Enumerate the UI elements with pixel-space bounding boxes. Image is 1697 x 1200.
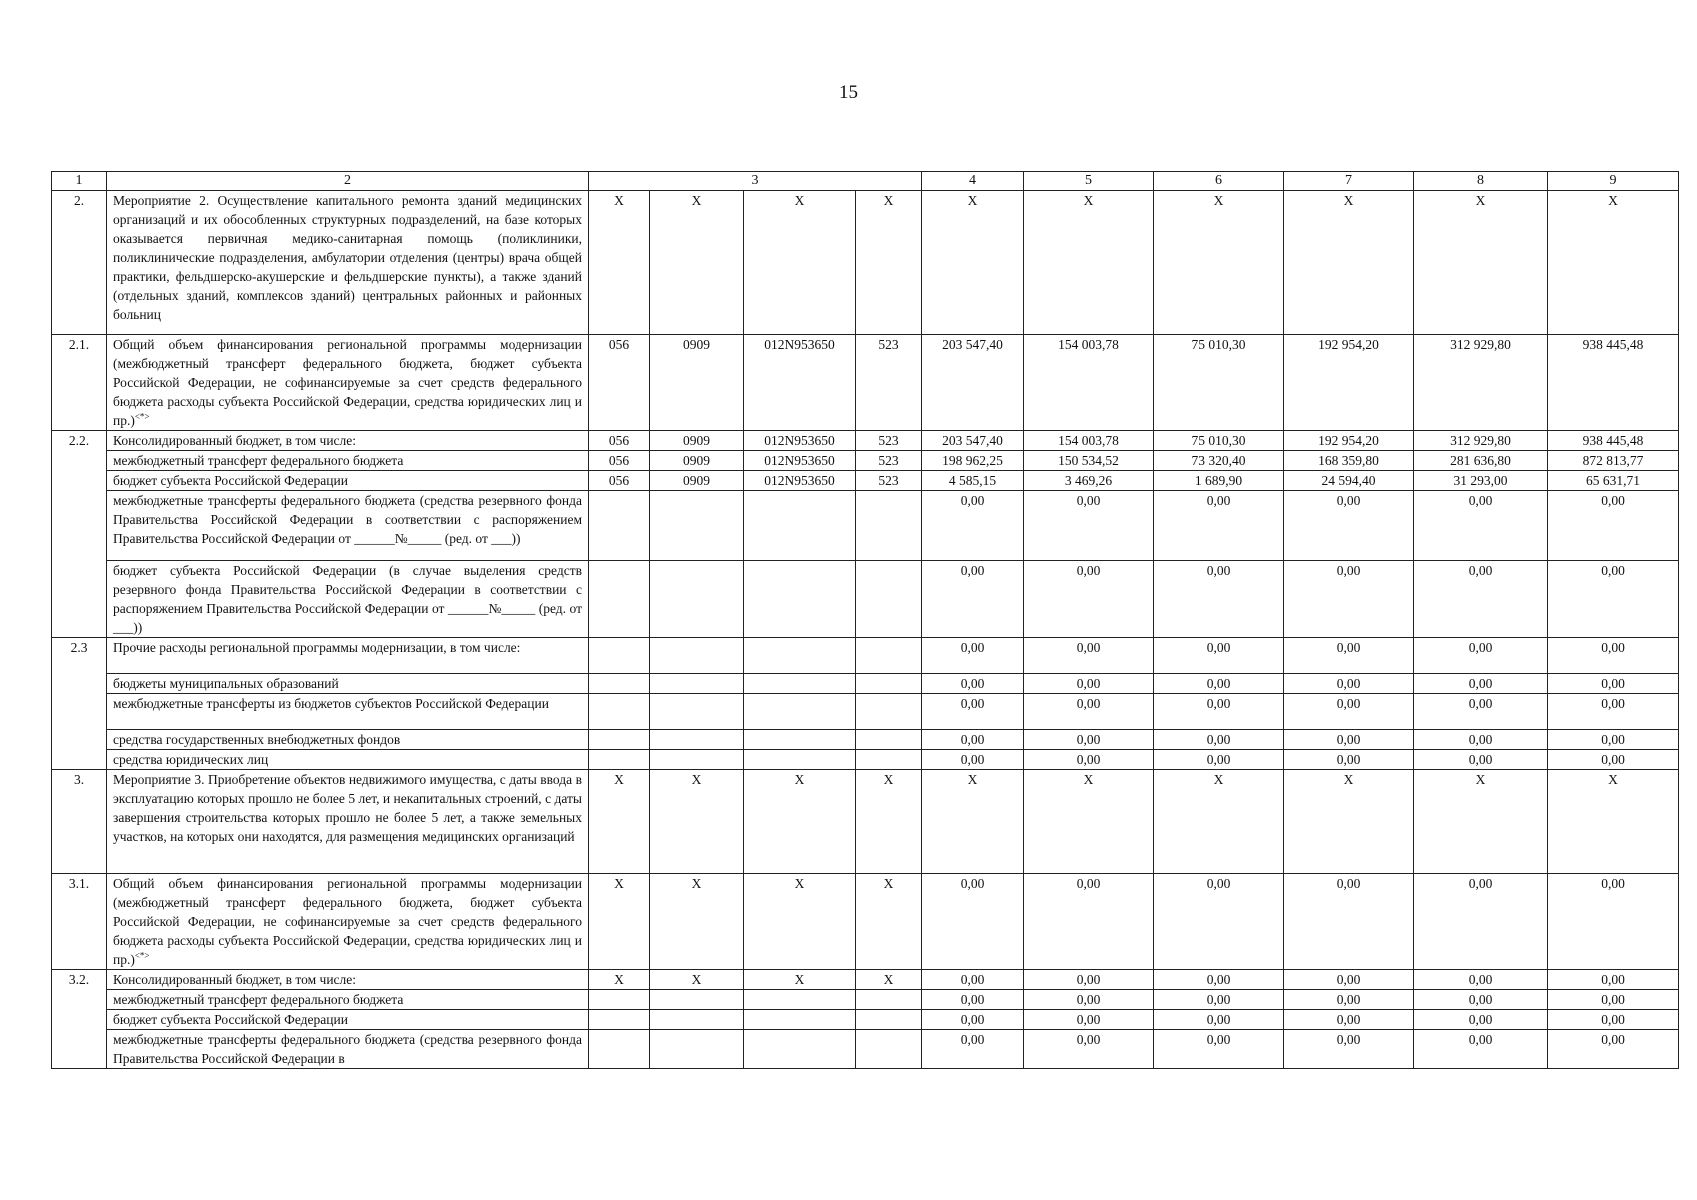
value-cell: Х <box>1284 770 1414 874</box>
code-cell: Х <box>856 770 922 874</box>
table-row <box>52 1010 1679 1030</box>
code-cell <box>589 694 650 730</box>
value-cell: 0,00 <box>1024 970 1154 990</box>
code-cell: Х <box>744 874 856 970</box>
value-cell: 192 954,20 <box>1284 335 1414 431</box>
value-cell: 0,00 <box>1548 730 1679 750</box>
row-number: 3. <box>52 770 107 874</box>
table-row <box>52 750 1679 770</box>
row-description <box>107 674 589 694</box>
code-cell <box>856 1030 922 1069</box>
value-cell: 0,00 <box>1548 491 1679 561</box>
table-row <box>52 1030 1679 1069</box>
value-cell: 872 813,77 <box>1548 451 1679 471</box>
description-text: Общий объем финансирования региональной программы модернизации (межбюджетный трансферт федерального бюджета, бюджет субъекта Российской Федерации, не софинансируемые за счет средств федерального бюджета расходы субъекта Российской Федерации, средства юридических лиц и пр.) <box>113 337 582 428</box>
code-cell <box>744 730 856 750</box>
value-cell: 0,00 <box>1284 561 1414 638</box>
row-number: 3.2. <box>52 970 107 1069</box>
value-cell: 0,00 <box>1548 1030 1679 1069</box>
value-cell: 154 003,78 <box>1024 431 1154 451</box>
row-description <box>107 970 589 990</box>
row-number: 2.1. <box>52 335 107 431</box>
value-cell: 0,00 <box>1154 638 1284 674</box>
value-cell: 0,00 <box>1548 990 1679 1010</box>
value-cell: 0,00 <box>1154 674 1284 694</box>
code-cell <box>589 561 650 638</box>
value-cell: 0,00 <box>1414 1030 1548 1069</box>
row-number: 3.1. <box>52 874 107 970</box>
row-description <box>107 990 589 1010</box>
code-cell: 0909 <box>650 335 744 431</box>
value-cell: 0,00 <box>922 694 1024 730</box>
row-number: 2. <box>52 191 107 335</box>
code-cell <box>589 1030 650 1069</box>
code-cell <box>650 730 744 750</box>
value-cell: Х <box>1024 191 1154 335</box>
value-cell: 0,00 <box>922 1030 1024 1069</box>
code-cell: Х <box>650 970 744 990</box>
code-cell <box>744 561 856 638</box>
value-cell: Х <box>1024 770 1154 874</box>
table-row <box>52 990 1679 1010</box>
row-description <box>107 431 589 451</box>
row-description <box>107 874 589 970</box>
code-cell: 012N953650 <box>744 335 856 431</box>
table-row <box>52 471 1679 491</box>
value-cell: 0,00 <box>1024 561 1154 638</box>
value-cell: 4 585,15 <box>922 471 1024 491</box>
code-cell <box>856 694 922 730</box>
table-row <box>52 730 1679 750</box>
table-body <box>52 191 1679 1069</box>
table-row <box>52 638 1679 674</box>
value-cell: 0,00 <box>1414 750 1548 770</box>
code-cell: 056 <box>589 471 650 491</box>
value-cell: 0,00 <box>1548 561 1679 638</box>
value-cell: Х <box>1284 191 1414 335</box>
code-cell: Х <box>589 770 650 874</box>
table-row <box>52 694 1679 730</box>
value-cell: 3 469,26 <box>1024 471 1154 491</box>
value-cell: 0,00 <box>1284 638 1414 674</box>
code-cell <box>589 730 650 750</box>
code-cell: 0909 <box>650 451 744 471</box>
value-cell: 0,00 <box>1024 874 1154 970</box>
code-cell <box>589 674 650 694</box>
description-text: Общий объем финансирования региональной программы модернизации (межбюджетный трансферт федерального бюджета, бюджет субъекта Российской Федерации, не софинансируемые за счет средств федерального бюджета расходы субъекта Российской Федерации, средства юридических лиц и пр.) <box>113 876 582 967</box>
code-cell <box>650 694 744 730</box>
column-header: 9 <box>1548 172 1679 191</box>
row-description <box>107 335 589 431</box>
value-cell: Х <box>1548 191 1679 335</box>
value-cell: 0,00 <box>1548 694 1679 730</box>
code-cell <box>650 990 744 1010</box>
value-cell: 154 003,78 <box>1024 335 1154 431</box>
row-description <box>107 730 589 750</box>
code-cell <box>589 638 650 674</box>
column-header: 6 <box>1154 172 1284 191</box>
value-cell: 0,00 <box>922 1010 1024 1030</box>
value-cell: 281 636,80 <box>1414 451 1548 471</box>
value-cell: 0,00 <box>1024 694 1154 730</box>
value-cell: 203 547,40 <box>922 335 1024 431</box>
description-text: межбюджетные трансферты из бюджетов субъектов Российской Федерации <box>113 696 549 711</box>
table-row <box>52 335 1679 431</box>
value-cell: 0,00 <box>1154 730 1284 750</box>
row-description <box>107 451 589 471</box>
code-cell: Х <box>650 874 744 970</box>
description-text: межбюджетный трансферт федерального бюджета <box>113 453 404 468</box>
value-cell: Х <box>1414 770 1548 874</box>
row-description <box>107 750 589 770</box>
code-cell <box>650 1030 744 1069</box>
value-cell: 0,00 <box>1154 561 1284 638</box>
code-cell <box>650 561 744 638</box>
value-cell: 0,00 <box>1548 674 1679 694</box>
code-cell <box>650 638 744 674</box>
code-cell: Х <box>650 191 744 335</box>
value-cell: 0,00 <box>1414 990 1548 1010</box>
value-cell: 0,00 <box>1284 990 1414 1010</box>
value-cell: 0,00 <box>1024 1030 1154 1069</box>
code-cell <box>589 1010 650 1030</box>
code-cell <box>856 750 922 770</box>
value-cell: 0,00 <box>1414 730 1548 750</box>
value-cell: Х <box>1548 770 1679 874</box>
value-cell: 0,00 <box>1284 674 1414 694</box>
column-header: 5 <box>1024 172 1154 191</box>
value-cell: 0,00 <box>1414 970 1548 990</box>
column-header: 3 <box>589 172 922 191</box>
value-cell: 0,00 <box>1024 638 1154 674</box>
value-cell: 0,00 <box>1284 491 1414 561</box>
code-cell: Х <box>650 770 744 874</box>
value-cell: 0,00 <box>1414 561 1548 638</box>
table-row <box>52 191 1679 335</box>
value-cell: 0,00 <box>1024 1010 1154 1030</box>
code-cell <box>744 491 856 561</box>
value-cell: 0,00 <box>1414 1010 1548 1030</box>
value-cell: 0,00 <box>1414 638 1548 674</box>
row-description <box>107 1010 589 1030</box>
value-cell: 0,00 <box>1414 491 1548 561</box>
value-cell: 0,00 <box>1548 970 1679 990</box>
table-row <box>52 874 1679 970</box>
code-cell: 523 <box>856 451 922 471</box>
value-cell: 0,00 <box>922 561 1024 638</box>
code-cell: Х <box>744 970 856 990</box>
code-cell <box>589 750 650 770</box>
code-cell: Х <box>589 874 650 970</box>
row-description <box>107 191 589 335</box>
row-description <box>107 770 589 874</box>
column-header: 8 <box>1414 172 1548 191</box>
value-cell: Х <box>1414 191 1548 335</box>
code-cell <box>744 694 856 730</box>
value-cell: 0,00 <box>1414 694 1548 730</box>
code-cell <box>856 491 922 561</box>
row-description <box>107 638 589 674</box>
table-row <box>52 431 1679 451</box>
code-cell <box>744 1010 856 1030</box>
value-cell: 0,00 <box>922 491 1024 561</box>
description-text: бюджеты муниципальных образований <box>113 676 339 691</box>
code-cell <box>856 1010 922 1030</box>
code-cell: 056 <box>589 335 650 431</box>
page-number: 15 <box>839 82 858 103</box>
value-cell: 0,00 <box>922 970 1024 990</box>
code-cell: 056 <box>589 451 650 471</box>
value-cell: 168 359,80 <box>1284 451 1414 471</box>
value-cell: 0,00 <box>922 990 1024 1010</box>
code-cell: 0909 <box>650 471 744 491</box>
value-cell: 312 929,80 <box>1414 335 1548 431</box>
value-cell: 31 293,00 <box>1414 471 1548 491</box>
table-row <box>52 770 1679 874</box>
code-cell: 523 <box>856 431 922 451</box>
column-header: 7 <box>1284 172 1414 191</box>
code-cell <box>856 561 922 638</box>
code-cell: Х <box>589 970 650 990</box>
value-cell: 203 547,40 <box>922 431 1024 451</box>
value-cell: 0,00 <box>1548 1010 1679 1030</box>
value-cell: 0,00 <box>1154 1010 1284 1030</box>
description-text: Консолидированный бюджет, в том числе: <box>113 433 357 448</box>
value-cell: 24 594,40 <box>1284 471 1414 491</box>
value-cell: 0,00 <box>922 674 1024 694</box>
value-cell: 65 631,71 <box>1548 471 1679 491</box>
budget-table <box>51 171 1679 1069</box>
value-cell: 0,00 <box>1548 874 1679 970</box>
description-text: межбюджетные трансферты федерального бюджета (средства резервного фонда Правительства Российской Федерации в соответствии с распоряжением Правительства Российской Федерации от ______№_____ (ред. от ___)) <box>113 493 582 546</box>
value-cell: 192 954,20 <box>1284 431 1414 451</box>
value-cell: 0,00 <box>1024 491 1154 561</box>
value-cell: 0,00 <box>1284 750 1414 770</box>
description-text: бюджет субъекта Российской Федерации <box>113 473 348 488</box>
value-cell: 0,00 <box>1284 694 1414 730</box>
code-cell <box>856 990 922 1010</box>
value-cell: Х <box>1154 770 1284 874</box>
value-cell: 0,00 <box>1024 990 1154 1010</box>
value-cell: 0,00 <box>1154 990 1284 1010</box>
value-cell: 0,00 <box>1284 970 1414 990</box>
code-cell: Х <box>744 770 856 874</box>
value-cell: 0,00 <box>1154 874 1284 970</box>
code-cell <box>856 730 922 750</box>
code-cell: 012N953650 <box>744 431 856 451</box>
code-cell <box>744 638 856 674</box>
value-cell: 0,00 <box>1154 970 1284 990</box>
code-cell: Х <box>856 191 922 335</box>
code-cell <box>744 674 856 694</box>
value-cell: 0,00 <box>1024 730 1154 750</box>
code-cell: 523 <box>856 471 922 491</box>
description-text: Консолидированный бюджет, в том числе: <box>113 972 357 987</box>
description-text: бюджет субъекта Российской Федерации (в случае выделения средств резервного фонда Правительства Российской Федерации в соответствии с распоряжением Правительства Российской Федерации от ______№_____ (ред. от ___)) <box>113 563 582 635</box>
code-cell <box>856 638 922 674</box>
row-number: 2.3 <box>52 638 107 770</box>
table-row <box>52 970 1679 990</box>
value-cell: 0,00 <box>922 750 1024 770</box>
code-cell <box>589 491 650 561</box>
value-cell: 1 689,90 <box>1154 471 1284 491</box>
value-cell: 0,00 <box>1284 1010 1414 1030</box>
footnote-marker: <*> <box>134 950 150 961</box>
value-cell: Х <box>922 191 1024 335</box>
value-cell: 0,00 <box>922 874 1024 970</box>
value-cell: 0,00 <box>1154 491 1284 561</box>
code-cell <box>650 674 744 694</box>
value-cell: 0,00 <box>1154 1030 1284 1069</box>
table-row <box>52 451 1679 471</box>
column-header: 4 <box>922 172 1024 191</box>
code-cell <box>744 990 856 1010</box>
code-cell <box>744 1030 856 1069</box>
value-cell: 0,00 <box>922 730 1024 750</box>
value-cell: 73 320,40 <box>1154 451 1284 471</box>
row-description <box>107 491 589 561</box>
code-cell <box>856 674 922 694</box>
column-header: 1 <box>52 172 107 191</box>
value-cell: 312 929,80 <box>1414 431 1548 451</box>
code-cell <box>650 1010 744 1030</box>
code-cell: 056 <box>589 431 650 451</box>
value-cell: 0,00 <box>1024 674 1154 694</box>
code-cell: 0909 <box>650 431 744 451</box>
description-text: Мероприятие 3. Приобретение объектов недвижимого имущества, с даты ввода в эксплуатацию которых прошло не более 5 лет, и некапитальных строений, с даты завершения строительства которых прошло не более 5 лет, а также земельных участков, на которых они находятся, для размещения медицинских организаций <box>113 772 582 844</box>
code-cell: Х <box>589 191 650 335</box>
description-text: средства государственных внебюджетных фондов <box>113 732 401 747</box>
value-cell: 0,00 <box>1154 694 1284 730</box>
row-number: 2.2. <box>52 431 107 638</box>
description-text: бюджет субъекта Российской Федерации <box>113 1012 348 1027</box>
description-text: Мероприятие 2. Осуществление капитального ремонта зданий медицинских организаций и их обособленных структурных подразделений, на базе которых оказывается первичная медико-санитарная помощь (поликлиники, поликлинические подразделения, амбулатории отделения (центры) врача общей практики, фельдшерско-акушерские и фельдшерские пункты), а также зданий (отдельных зданий, комплексов зданий) центральных районных и районных больниц <box>113 193 582 322</box>
code-cell: Х <box>856 874 922 970</box>
row-description <box>107 561 589 638</box>
description-text: средства юридических лиц <box>113 752 269 767</box>
value-cell: 0,00 <box>1154 750 1284 770</box>
value-cell: 0,00 <box>1024 750 1154 770</box>
code-cell <box>589 990 650 1010</box>
row-description <box>107 1030 589 1069</box>
code-cell: 012N953650 <box>744 471 856 491</box>
code-cell <box>650 491 744 561</box>
value-cell: 0,00 <box>1548 638 1679 674</box>
row-description <box>107 471 589 491</box>
value-cell: 0,00 <box>1414 674 1548 694</box>
value-cell: 150 534,52 <box>1024 451 1154 471</box>
value-cell: 938 445,48 <box>1548 431 1679 451</box>
column-header: 2 <box>107 172 589 191</box>
code-cell: Х <box>744 191 856 335</box>
row-description <box>107 694 589 730</box>
code-cell: 012N953650 <box>744 451 856 471</box>
code-cell <box>744 750 856 770</box>
column-number-row <box>52 172 1679 191</box>
code-cell: 523 <box>856 335 922 431</box>
description-text: межбюджетные трансферты федерального бюджета (средства резервного фонда Правительства Российской Федерации в <box>113 1032 582 1066</box>
code-cell: Х <box>856 970 922 990</box>
table-row <box>52 674 1679 694</box>
value-cell: 0,00 <box>922 638 1024 674</box>
value-cell: 938 445,48 <box>1548 335 1679 431</box>
value-cell: Х <box>1154 191 1284 335</box>
code-cell <box>650 750 744 770</box>
value-cell: 198 962,25 <box>922 451 1024 471</box>
value-cell: Х <box>922 770 1024 874</box>
value-cell: 75 010,30 <box>1154 431 1284 451</box>
table-row <box>52 561 1679 638</box>
value-cell: 0,00 <box>1284 874 1414 970</box>
description-text: Прочие расходы региональной программы модернизации, в том числе: <box>113 640 521 655</box>
value-cell: 0,00 <box>1548 750 1679 770</box>
description-text: межбюджетный трансферт федерального бюджета <box>113 992 404 1007</box>
value-cell: 75 010,30 <box>1154 335 1284 431</box>
value-cell: 0,00 <box>1284 1030 1414 1069</box>
value-cell: 0,00 <box>1414 874 1548 970</box>
value-cell: 0,00 <box>1284 730 1414 750</box>
table-row <box>52 491 1679 561</box>
footnote-marker: <*> <box>134 411 150 422</box>
